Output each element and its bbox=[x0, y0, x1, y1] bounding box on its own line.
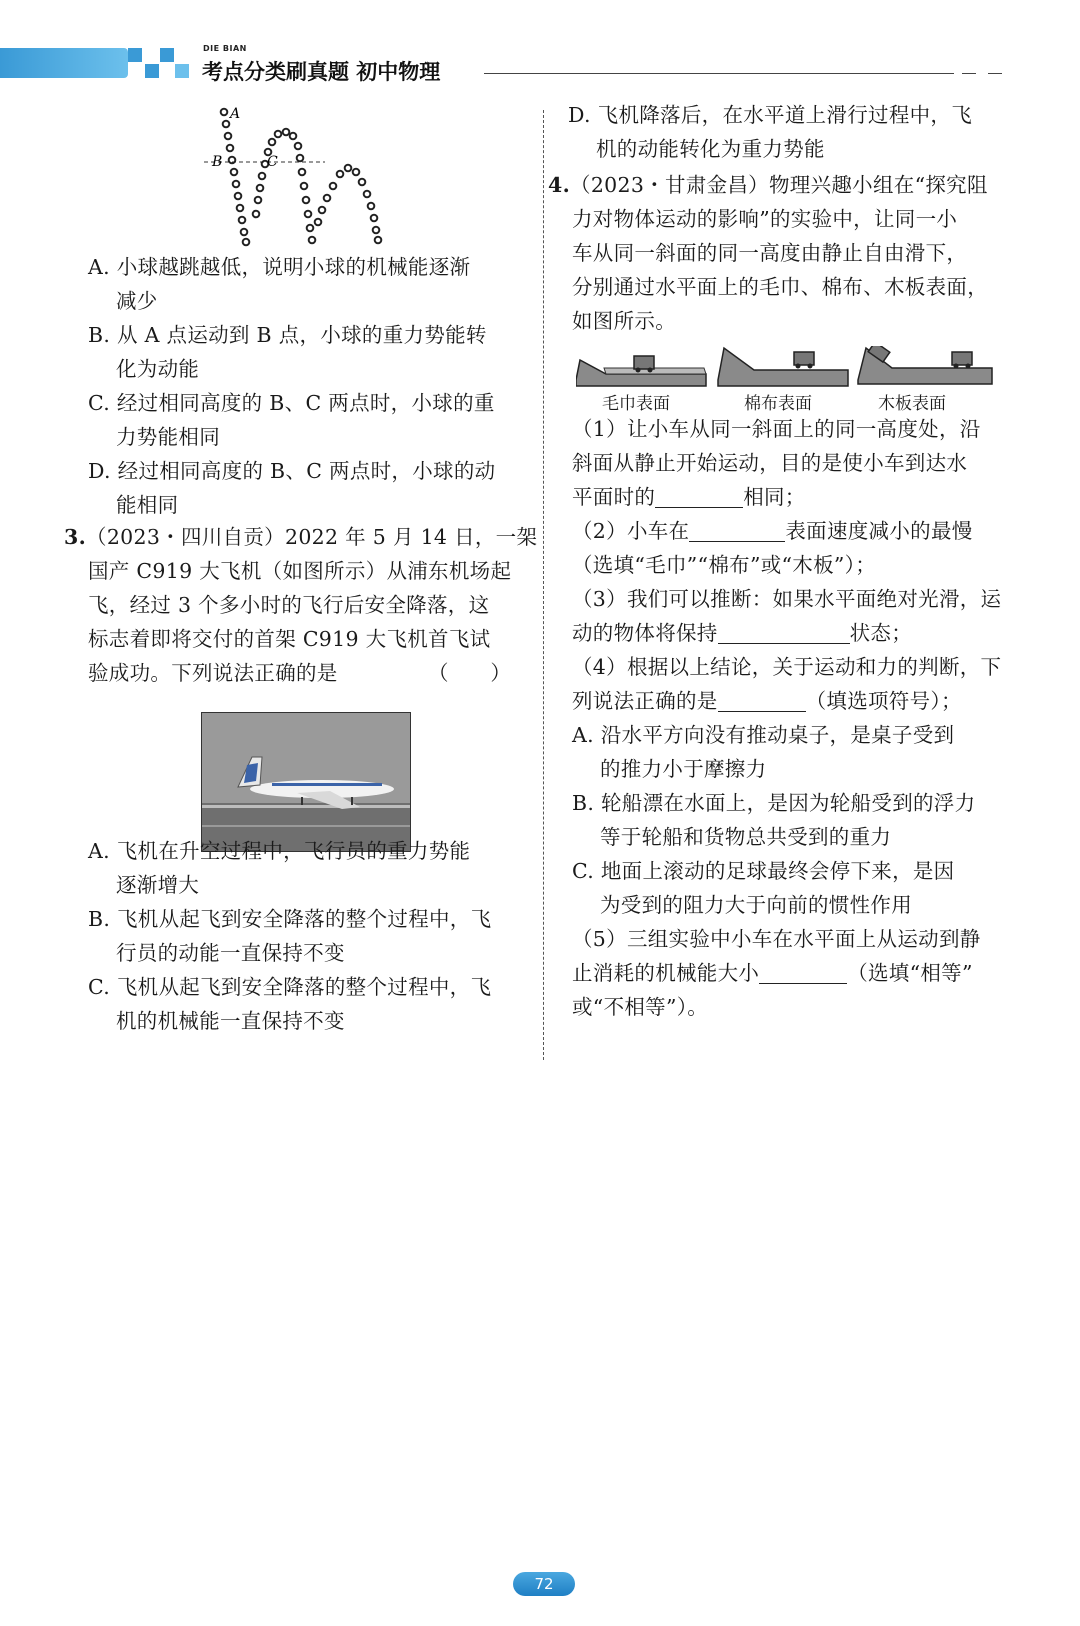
ball-dot bbox=[283, 129, 290, 136]
ball-dot bbox=[337, 171, 344, 178]
q3-line-5: 验成功。下列说法正确的是 bbox=[88, 661, 338, 685]
q4-p4-line-1: （4）根据以上结论，关于运动和力的判断，下 bbox=[572, 655, 1002, 679]
ball-dot bbox=[233, 181, 240, 188]
ball-dot bbox=[243, 239, 250, 246]
ball-dot bbox=[309, 237, 316, 244]
blank-1[interactable] bbox=[655, 485, 743, 508]
ball-trajectory-dots bbox=[221, 109, 382, 246]
ball-dot bbox=[253, 211, 260, 218]
header-square bbox=[160, 48, 174, 62]
option-line: 机的动能转化为重力势能 bbox=[596, 137, 825, 161]
ball-dot bbox=[275, 131, 282, 138]
option-line: C. 飞机从起飞到安全降落的整个过程中，飞 bbox=[88, 975, 492, 999]
q3-line-1: 3.（2023・四川自贡）2022 年 5 月 14 日，一架 bbox=[64, 525, 538, 549]
label-cotton-surface: 棉布表面 bbox=[744, 394, 812, 414]
ball-dot bbox=[225, 133, 232, 140]
blank-4[interactable] bbox=[718, 689, 806, 712]
q4-line-3: 车从同一斜面的同一高度由静止自由滑下， bbox=[572, 241, 968, 265]
header-rule-dash bbox=[988, 73, 1002, 74]
header-rule-dash bbox=[962, 73, 976, 74]
header-square bbox=[145, 64, 159, 78]
header-color-bar bbox=[0, 48, 128, 78]
bouncing-ball-figure bbox=[200, 102, 420, 254]
q4-p1-line-3: 平面时的 相同； bbox=[572, 485, 806, 509]
option-line: B. 轮船漂在水面上，是因为轮船受到的浮力 bbox=[572, 791, 976, 815]
option-line: 力势能相同 bbox=[116, 425, 220, 449]
option-line: C. 经过相同高度的 B、C 两点时，小球的重 bbox=[88, 391, 495, 415]
option-line: D. 飞机降落后，在水平道上滑行过程中，飞 bbox=[568, 103, 973, 127]
q4-line-2: 力对物体运动的影响”的实验中，让同一小 bbox=[572, 207, 958, 231]
option-line: A. 小球越跳越低，说明小球的机械能逐渐 bbox=[88, 255, 471, 279]
q3-line-4: 标志着即将交付的首架 C919 大飞机首飞试 bbox=[88, 627, 491, 651]
ball-dot bbox=[297, 155, 304, 162]
q4-p1-line-1: （1）让小车从同一斜面上的同一高度处，沿 bbox=[572, 417, 981, 441]
ramp-wood bbox=[858, 346, 992, 384]
q4-p5-line-3: 或“不相等”）。 bbox=[572, 995, 709, 1019]
option-line: A. 沿水平方向没有推动桌子，是桌子受到 bbox=[572, 723, 955, 747]
ball-dot bbox=[330, 183, 337, 190]
ball-dot bbox=[235, 193, 242, 200]
q4-p2-line-1: （2）小车在 表面速度减小的最慢 bbox=[572, 519, 973, 543]
ball-dot bbox=[375, 237, 382, 244]
q4-p3-line-1: （3）我们可以推断：如果水平面绝对光滑，运 bbox=[572, 587, 1002, 611]
ball-dot bbox=[373, 227, 380, 234]
q4-p1-line-2: 斜面从静止开始运动，目的是使小车到达水 bbox=[572, 451, 968, 475]
ball-dot bbox=[269, 139, 276, 146]
point-label-a: A bbox=[230, 106, 241, 122]
ball-dot bbox=[223, 121, 230, 128]
ball-dot bbox=[364, 191, 371, 198]
ball-dot bbox=[231, 169, 238, 176]
option-line: 为受到的阻力大于向前的惯性作用 bbox=[600, 893, 912, 917]
ramp-cotton bbox=[718, 348, 848, 386]
label-wood-surface: 木板表面 bbox=[878, 394, 946, 414]
ball-dot bbox=[299, 169, 306, 176]
header-square bbox=[175, 64, 189, 78]
q4-number: 4. bbox=[548, 173, 571, 197]
q4-p3-line-2: 动的物体将保持 状态； bbox=[572, 621, 913, 645]
q4-p5-line-1: （5）三组实验中小车在水平面上从运动到静 bbox=[572, 927, 981, 951]
option-line: B. 飞机从起飞到安全降落的整个过程中，飞 bbox=[88, 907, 492, 931]
option-line: A. 飞机在升空过程中，飞行员的重力势能 bbox=[88, 839, 471, 863]
answer-paren: （ ） bbox=[428, 661, 512, 685]
option-line: B. 从 A 点运动到 B 点，小球的重力势能转 bbox=[88, 323, 487, 347]
ramp-surfaces-figure bbox=[576, 346, 996, 392]
q4-p2-line-2: （选填“毛巾”“棉布”或“木板”）； bbox=[572, 553, 877, 577]
header-title: 考点分类刷真题 初中物理 bbox=[202, 60, 441, 84]
option-line: 的推力小于摩擦力 bbox=[600, 757, 767, 781]
column-divider bbox=[543, 110, 544, 1060]
q3-number: 3. bbox=[64, 525, 87, 549]
ball-dot bbox=[345, 165, 352, 172]
ball-dot bbox=[239, 217, 246, 224]
q3-line-2: 国产 C919 大飞机（如图所示）从浦东机场起 bbox=[88, 559, 512, 583]
ball-dot bbox=[353, 169, 360, 176]
ball-dot bbox=[229, 157, 236, 164]
option-line: 逐渐增大 bbox=[116, 873, 200, 897]
point-label-c: C bbox=[267, 154, 278, 170]
ball-dot bbox=[259, 173, 266, 180]
ball-dot bbox=[371, 215, 378, 222]
ball-dot bbox=[359, 179, 366, 186]
q4-p5-line-2: 止消耗的机械能大小 （选填“相等” bbox=[572, 961, 973, 985]
ball-dot bbox=[221, 109, 228, 116]
header-small-caps: DIE BIAN bbox=[203, 44, 247, 53]
ball-dot bbox=[315, 219, 322, 226]
option-line: 等于轮船和货物总共受到的重力 bbox=[600, 825, 892, 849]
c919-airplane-photo bbox=[201, 712, 411, 852]
header-square bbox=[128, 48, 142, 62]
ramp-towel bbox=[576, 356, 706, 386]
ball-dot bbox=[307, 225, 314, 232]
q4-line-5: 如图所示。 bbox=[572, 309, 676, 333]
ball-dot bbox=[290, 133, 297, 140]
option-line: 行员的动能一直保持不变 bbox=[116, 941, 345, 965]
point-label-b: B bbox=[212, 154, 223, 170]
ball-dot bbox=[241, 229, 248, 236]
ball-dot bbox=[237, 205, 244, 212]
header-rule bbox=[484, 73, 954, 74]
option-line: 机的机械能一直保持不变 bbox=[116, 1009, 345, 1033]
ball-dot bbox=[368, 203, 375, 210]
ball-dot bbox=[305, 211, 312, 218]
ball-dot bbox=[303, 197, 310, 204]
ball-dot bbox=[255, 197, 262, 204]
option-line: D. 经过相同高度的 B、C 两点时，小球的动 bbox=[88, 459, 496, 483]
option-line: 减少 bbox=[116, 289, 158, 313]
q4-line-4: 分别通过水平面上的毛巾、棉布、木板表面， bbox=[572, 275, 988, 299]
page-number-badge: 72 bbox=[513, 1572, 575, 1596]
q3-line-3: 飞，经过 3 个多小时的飞行后安全降落，这 bbox=[88, 593, 490, 617]
option-line: C. 地面上滚动的足球最终会停下来，是因 bbox=[572, 859, 955, 883]
ball-dot bbox=[301, 183, 308, 190]
q4-line-1: 4.（2023・甘肃金昌）物理兴趣小组在“探究阻 bbox=[548, 173, 988, 197]
ball-dot bbox=[324, 195, 331, 202]
ball-dot bbox=[295, 143, 302, 150]
ball-dot bbox=[319, 207, 326, 214]
ball-dot bbox=[257, 185, 264, 192]
blank-3[interactable] bbox=[718, 621, 850, 644]
ball-dot bbox=[227, 145, 234, 152]
option-line: 化为动能 bbox=[116, 357, 200, 381]
label-towel-surface: 毛巾表面 bbox=[602, 394, 670, 414]
blank-5[interactable] bbox=[759, 961, 847, 984]
blank-2[interactable] bbox=[689, 519, 785, 542]
option-line: 能相同 bbox=[116, 493, 179, 517]
q4-p4-line-2: 列说法正确的是 （填选项符号）； bbox=[572, 689, 962, 713]
